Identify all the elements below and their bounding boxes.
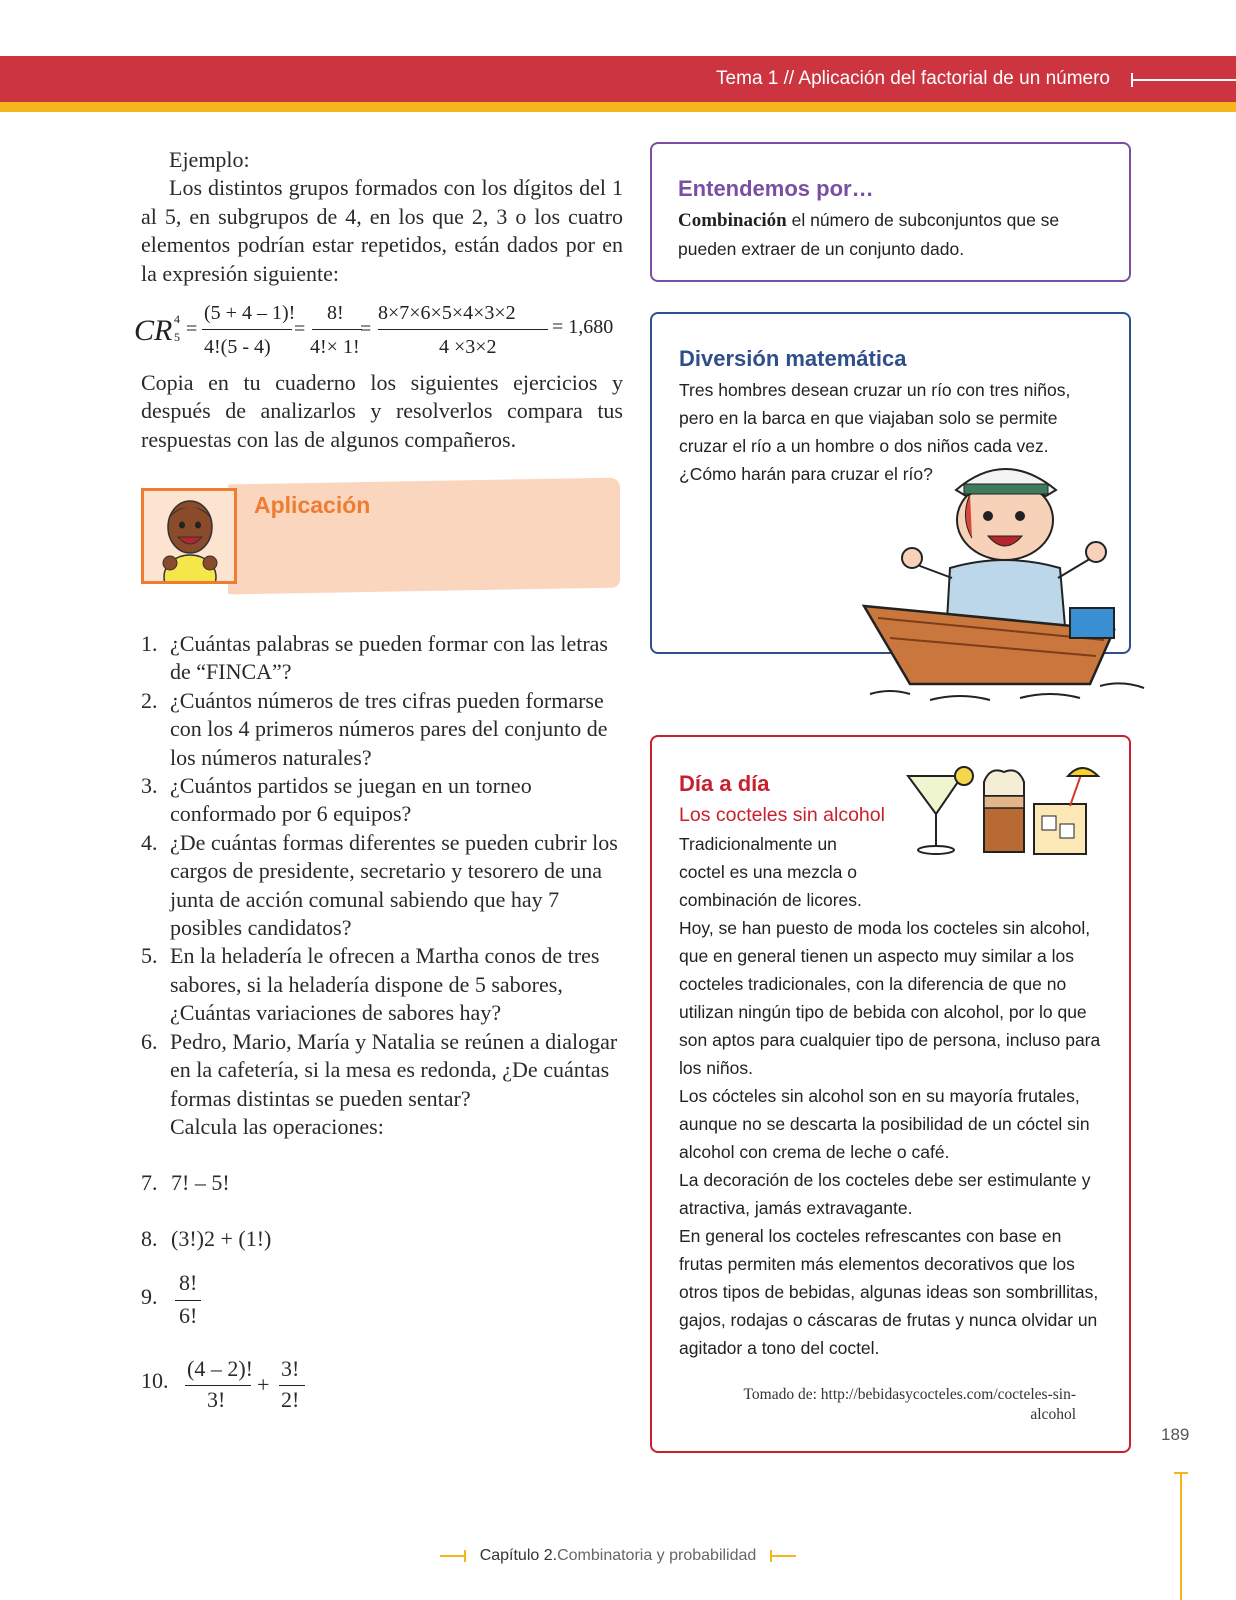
formula-frac2-den: 4!× 1! [310, 336, 360, 358]
intro-paragraph: Los distintos grupos formados con los dígitos del 1 al 5, en subgrupos de 4, en los que 2, 3 o los cuatro elementos podrían estar repetidos, están dados por en la expresión siguiente: [141, 175, 623, 286]
exercise-item: 4. ¿De cuántas formas diferentes se pueden cubrir los cargos de presidente, secretario y tesorero de una junta de acción comunal sabiendo que hay 7 posibles candidatos? [141, 829, 618, 941]
footer-chapter-title: Combinatoria y probabilidad [557, 1547, 757, 1564]
header-line [1131, 79, 1236, 81]
dia-body [679, 914, 1109, 1362]
formula-sub: 5 [174, 330, 180, 344]
formula-frac3-den: 4 ×3×2 [439, 336, 497, 358]
formula-frac2-bar [312, 329, 362, 330]
formula-frac1-bar [202, 329, 292, 330]
footer-chapter: Capítulo 2. [479, 1547, 558, 1564]
exercise-item: 1. ¿Cuántas palabras se pueden formar con las letras de “FINCA”? [141, 631, 608, 685]
formula-result: = 1,680 [552, 316, 614, 338]
dia-p5: En general los cocteles refrescantes con base en frutas permiten más elementos decorativos que los otros tipos de bebidas, algunas ideas son sombrillitas, gajos, rodajas o cáscaras de frutas y nunca olvidar un agitador a tono del coctel. [679, 1226, 1099, 1358]
entendemos-title: Entendemos por… [678, 176, 874, 201]
instructions: Copia en tu cuaderno los siguientes ejercicios y después de analizarlos y resolverlos compara tus respuestas con las de algunos compañeros. [141, 370, 623, 452]
exercise-item: 2. ¿Cuántos números de tres cifras pueden formarse con los 4 primeros números pares del conjunto de los números naturales? [141, 687, 608, 770]
formula-frac2-num: 8! [327, 302, 344, 324]
intro-label: Ejemplo: [169, 147, 250, 172]
boat-man-illustration [860, 448, 1160, 716]
dia-title: Día a día [679, 771, 770, 796]
formula-eq-3: = [360, 318, 372, 340]
header-title: Tema 1 // Aplicación del factorial de un número [716, 68, 1110, 89]
op-8: 8. (3!)2 + (1!) [141, 1226, 272, 1251]
intro-block [141, 146, 623, 288]
footer-line-right [770, 1555, 796, 1557]
op-9-bar [175, 1300, 201, 1301]
formula-eq-1: = [186, 318, 198, 340]
exercise-list [141, 630, 631, 1113]
diversion-text: Tres hombres desean cruzar un río con tres niños, pero en la barca en que viajaban solo se permite cruzar el río a un hombre o dos niños cada vez. ¿Cómo harán para cruzar el río? [679, 380, 1071, 484]
page-number: 189 [1161, 1425, 1190, 1444]
entendemos-text [678, 206, 1098, 263]
formula-eq-2: = [294, 318, 306, 340]
op-10-bar-1 [185, 1385, 251, 1386]
header-stripe [0, 102, 1236, 112]
op-10-bar-2 [279, 1385, 305, 1386]
diversion-title: Diversión matemática [679, 346, 907, 371]
cocktails-illustration [900, 766, 1110, 866]
formula-sup: 4 [174, 312, 180, 326]
dia-subtitle: Los cocteles sin alcohol [679, 804, 885, 826]
aplicacion-title: Aplicación [254, 492, 371, 518]
exercise-item: 3. ¿Cuántos partidos se juegan en un torneo conformado por 6 equipos? [141, 773, 532, 827]
formula-frac3-bar [378, 329, 548, 330]
formula-frac3-num: 8×7×6×5×4×3×2 [378, 302, 516, 324]
dia-p2: Hoy, se han puesto de moda los cocteles sin alcohol, que en general tienen un aspecto muy similar a los cocteles tradicionales, con la diferencia de que no utilizan ningún tipo de bebida con alcohol, por lo que son aptos para cualquier tipo de persona, incluso para los niños. [679, 918, 1101, 1078]
dia-source: Tomado de: http://bebidasycocteles.com/cocteles-sin-alcohol [743, 1386, 1076, 1423]
dia-p1: Tradicionalmente un coctel es una mezcla o combinación de licores. [679, 834, 862, 910]
entendemos-box [650, 142, 1131, 282]
boy-illustration [141, 488, 237, 584]
footer-line-left [440, 1555, 466, 1557]
formula-frac1-den: 4!(5 - 4) [204, 336, 271, 358]
exercise-item: 6. Pedro, Mario, María y Natalia se reúnen a dialogar en la cafetería, si la mesa es redonda, ¿De cuántas formas distintas se pueden sentar? [141, 1028, 618, 1111]
dia-p4: La decoración de los cocteles debe ser estimulante y atractiva, jamás extravagante. [679, 1170, 1091, 1218]
dia-p3: Los cócteles sin alcohol son en su mayoría frutales, aunque no se descarta la posibilidad de un cóctel sin alcohol con crema de leche o café. [679, 1086, 1090, 1162]
op-9: 9. 8! 6! [141, 1270, 341, 1330]
formula [134, 302, 634, 370]
page-marker-line [1180, 1472, 1182, 1600]
calc-label: Calcula las operaciones: [170, 1114, 384, 1139]
entendemos-definition: el número de subconjuntos que se pueden extraer de un conjunto dado. [678, 210, 1060, 259]
entendemos-term: Combinación [678, 210, 787, 231]
formula-lhs: CR [134, 314, 173, 347]
formula-frac1-num: (5 + 4 – 1)! [204, 302, 296, 324]
op-10: 10. (4 – 2)! 3! + 3! 2! [141, 1356, 361, 1416]
footer [0, 1547, 1236, 1565]
exercise-item: 5. En la heladería le ofrecen a Martha conos de tres sabores, si la heladería dispone de 5 sabores, ¿Cuántas variaciones de sabores hay? [141, 943, 600, 1026]
op-7: 7. 7! – 5! [141, 1170, 230, 1195]
